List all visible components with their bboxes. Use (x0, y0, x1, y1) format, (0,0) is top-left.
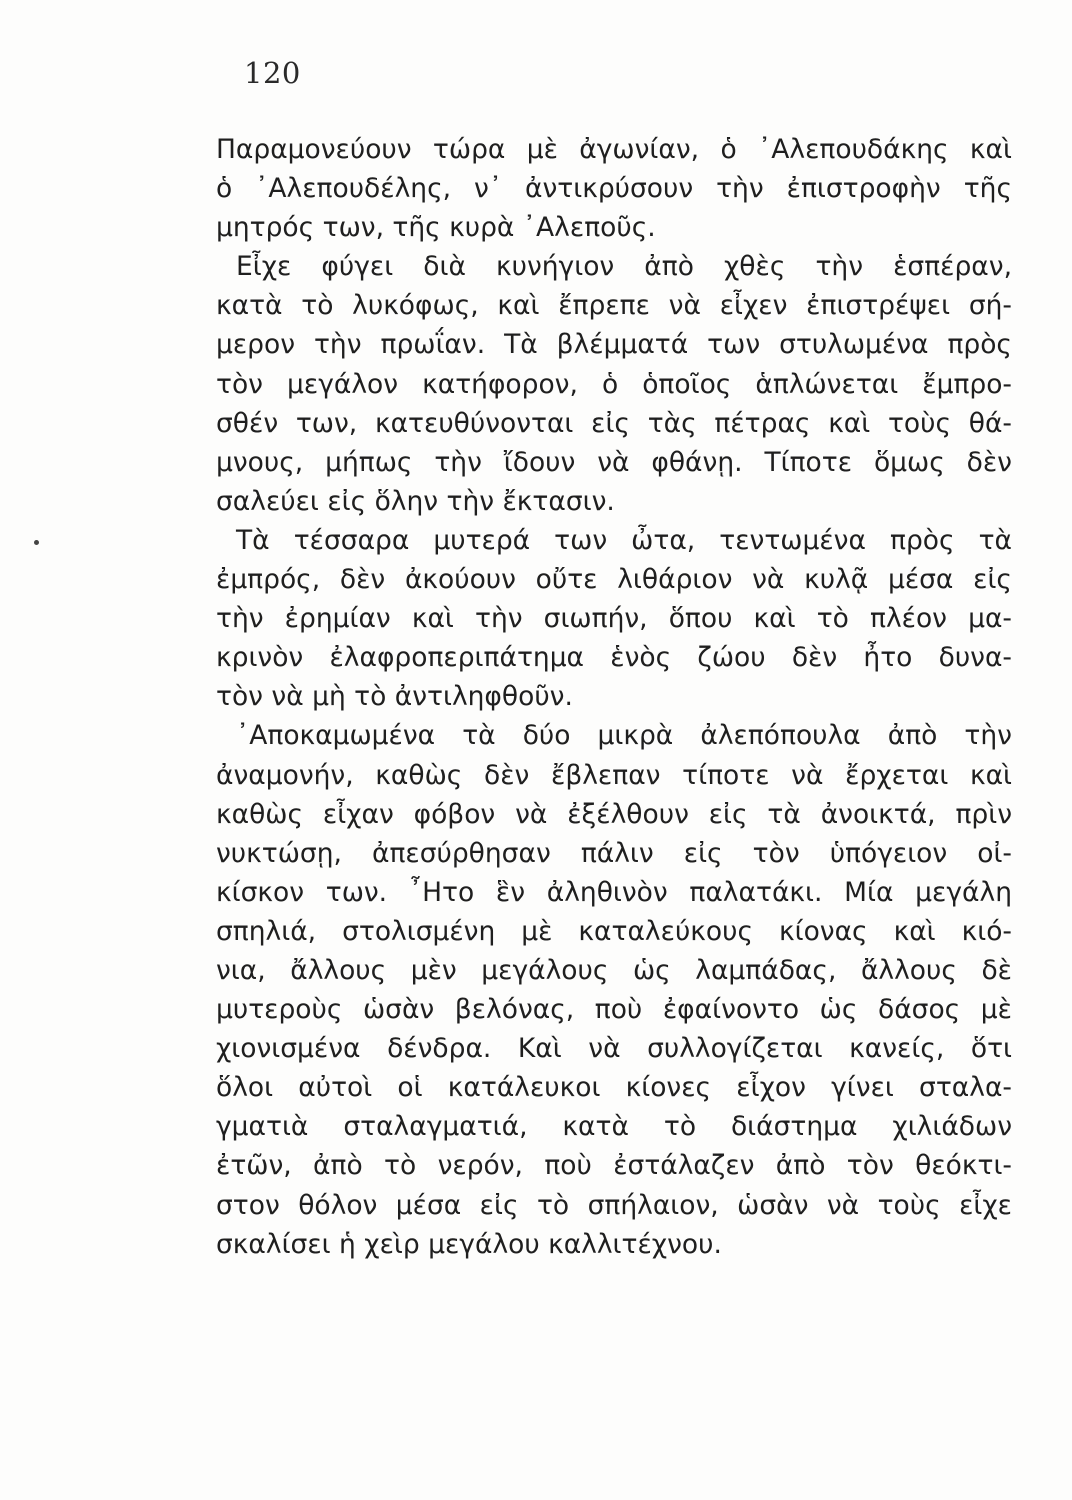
text-line: μνους, μήπως τὴν ἴδουν νὰ φθάνῃ. Τίποτε ὅμως δὲν (216, 446, 1012, 478)
text-line: ἐμπρός, δὲν ἀκούουν οὔτε λιθάριον νὰ κυλᾷ μέσα εἰς (216, 564, 1012, 596)
text-line: τὴν ἐρημίαν καὶ τὴν σιωπήν, ὅπου καὶ τὸ πλέον μα- (216, 603, 1012, 635)
margin-mark (34, 540, 39, 545)
text-line: κίσκον των. ῏Ητο ἓν ἀληθινὸν παλατάκι. Μία μεγάλη (216, 876, 1012, 908)
text-line: ἀναμονήν, καθὼς δὲν ἔβλεπαν τίποτε νὰ ἔρχεται καὶ (216, 759, 1012, 791)
text-line: κατὰ τὸ λυκόφως, καὶ ἔπρεπε νὰ εἶχεν ἐπιστρέψει σή- (216, 290, 1012, 322)
text-line: ὅλοι αὐτοὶ οἱ κατάλευκοι κίονες εἶχον γίνει σταλα- (216, 1072, 1012, 1104)
text-line: μερον τὴν πρωΐαν. Τὰ βλέμματά των στυλωμένα πρὸς (216, 329, 1012, 361)
body-text (216, 130, 1016, 1264)
text-line: σαλεύει εἰς ὅλην τὴν ἔκτασιν. (216, 485, 615, 517)
text-line: μητρός των, τῆς κυρὰ ᾿Αλεποῦς. (216, 212, 656, 244)
page-number: 120 (244, 56, 301, 90)
text-line: ὁ ᾿Αλεπουδέλης, ν᾿ ἀντικρύσουν τὴν ἐπιστροφὴν τῆς (216, 173, 1012, 205)
text-line: χιονισμένα δένδρα. Καὶ νὰ συλλογίζεται κανείς, ὅτι (216, 1033, 1012, 1065)
text-line: τὸν μεγάλον κατήφορον, ὁ ὁποῖος ἁπλώνεται ἔμπρο- (216, 368, 1012, 400)
text-line: νια, ἄλλους μὲν μεγάλους ὡς λαμπάδας, ἄλλους δὲ (216, 954, 1012, 986)
text-line: Εἶχε φύγει διὰ κυνήγιον ἀπὸ χθὲς τὴν ἑσπέραν, (236, 251, 1012, 283)
text-line: σθέν των, κατευθύνονται εἰς τὰς πέτρας καὶ τοὺς θά- (216, 407, 1012, 439)
text-line: στον θόλον μέσα εἰς τὸ σπήλαιον, ὡσὰν νὰ τοὺς εἶχε (216, 1189, 1012, 1221)
text-line: νυκτώσῃ, ἀπεσύρθησαν πάλιν εἰς τὸν ὑπόγειον οἰ- (216, 837, 1012, 869)
text-line: Τὰ τέσσαρα μυτερά των ὦτα, τεντωμένα πρὸς τὰ (236, 524, 1012, 556)
text-line: ᾿Αποκαμωμένα τὰ δύο μικρὰ ἀλεπόπουλα ἀπὸ τὴν (236, 720, 1012, 752)
text-line: ἐτῶν, ἀπὸ τὸ νερόν, ποὺ ἐστάλαζεν ἀπὸ τὸν θεόκτι- (216, 1150, 1012, 1182)
text-line: Παραμονεύουν τώρα μὲ ἀγωνίαν, ὁ ᾿Αλεπουδάκης καὶ (216, 134, 1012, 165)
text-line: μυτεροὺς ὡσὰν βελόνας, ποὺ ἐφαίνοντο ὡς δάσος μὲ (216, 994, 1012, 1026)
text-line: καθὼς εἶχαν φόβον νὰ ἐξέλθουν εἰς τὰ ἀνοικτά, πρὶν (216, 798, 1012, 830)
text-line: τὸν νὰ μὴ τὸ ἀντιληφθοῦν. (216, 681, 573, 713)
text-line: κρινὸν ἐλαφροπεριπάτημα ἑνὸς ζώου δὲν ἦτο δυνα- (216, 642, 1012, 674)
text-line: σπηλιά, στολισμένη μὲ καταλεύκους κίονας καὶ κιό- (216, 915, 1012, 947)
text-line: γματιὰ σταλαγματιά, κατὰ τὸ διάστημα χιλιάδων (216, 1111, 1012, 1143)
text-line: σκαλίσει ἡ χεὶρ μεγάλου καλλιτέχνου. (216, 1228, 722, 1260)
